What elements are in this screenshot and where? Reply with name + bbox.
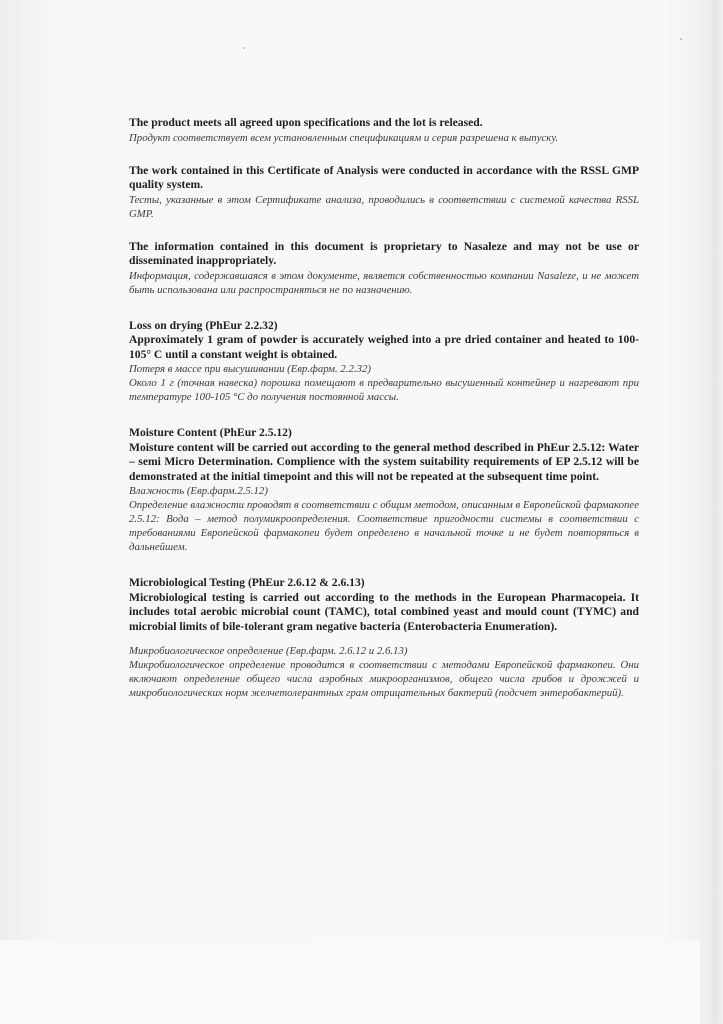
section-text-ru: Определение влажности проводят в соответствии с общим методом, описанным в Европейской фармакопее 2.5.12: Вода – метод полумикроопределения. Соответствие пригодности системы в соответствии с требованиями Европейской фармакопеи будет определено в начальной точке и не будет повторяться в дальнейшем. bbox=[129, 499, 639, 553]
scan-edge bbox=[707, 0, 723, 1024]
section-loss-on-drying bbox=[129, 319, 639, 405]
spacer bbox=[129, 634, 639, 644]
statement-en: The product meets all agreed upon specifications and the lot is released. bbox=[129, 116, 483, 129]
section-text-en: Moisture content will be carried out according to the general method described in PhEur 2.5.12: Water – semi Micro Determination. Complience with the system suitability requirements of EP 2.5.12 will be demonstrated at the initial timepoint and this will not be repeated at the subsequent time point. bbox=[129, 440, 639, 483]
statement-release bbox=[129, 116, 639, 145]
scan-speck bbox=[680, 38, 682, 40]
statement-gmp bbox=[129, 164, 639, 221]
statement-ru: Информация, содержавшаяся в этом документе, является собственностью компании Nasaleze, и не может быть использована или распространяться не по назначению. bbox=[129, 269, 639, 296]
section-text-ru: Микробиологическое определение проводится в соответствии с методами Европейской фармакопеи. Они включают определение общего числа аэробных микроорганизмов, общего числа грибов и дрожжей и микробиологических норм желчетолерантных грам отрицательных бактерий (подсчет энтеробактерий). bbox=[129, 659, 639, 699]
section-heading-ru: Потеря в массе при высушивании (Евр.фарм. 2.2.32) bbox=[129, 363, 371, 375]
page-footer-area bbox=[0, 940, 700, 1024]
section-heading-ru: Влажность (Евр.фарм.2.5.12) bbox=[129, 485, 268, 497]
statement-en: The work contained in this Certificate of Analysis were conducted in accordance with the RSSL GMP quality system. bbox=[129, 163, 639, 191]
statement-en: The information contained in this document is proprietary to Nasaleze and may not be use or disseminated inappropriately. bbox=[129, 239, 639, 267]
section-text-en: Approximately 1 gram of powder is accurately weighed into a pre dried container and heated to 100-105° C until a constant weight is obtained. bbox=[129, 333, 639, 361]
section-heading: Moisture Content (PhEur 2.5.12) bbox=[129, 426, 292, 439]
statement-proprietary bbox=[129, 240, 639, 297]
section-text-en: Microbiological testing is carried out according to the methods in the European Pharmacopeia. It includes total aerobic microbial count (TAMC), total combined yeast and mould count (TYMC) and microbial limits of bile-tolerant gram negative bacteria (Enterobacteria Enumeration). bbox=[129, 590, 639, 633]
section-text-ru: Около 1 г (точная навеска) порошка помещают в предварительно высушенный контейнер и нагревают при температуре 100-105 °C до получения постоянной массы. bbox=[129, 377, 639, 403]
scan-speck bbox=[243, 47, 245, 49]
section-heading: Loss on drying (PhEur 2.2.32) bbox=[129, 318, 278, 332]
section-microbiological-testing bbox=[129, 576, 639, 700]
section-heading: Microbiological Testing (PhEur 2.6.12 & 2.6.13) bbox=[129, 576, 365, 589]
section-heading-ru: Микробиологическое определение (Евр.фарм. 2.6.12 и 2.6.13) bbox=[129, 645, 408, 657]
section-moisture-content bbox=[129, 426, 639, 554]
statement-ru: Продукт соответствует всем установленным спецификациям и серия разрешена к выпуску. bbox=[129, 131, 559, 144]
statement-ru: Тесты, указанные в этом Сертификате анализа, проводились в соответствии с системой качества RSSL GMP. bbox=[129, 193, 639, 220]
document-body bbox=[129, 116, 639, 719]
